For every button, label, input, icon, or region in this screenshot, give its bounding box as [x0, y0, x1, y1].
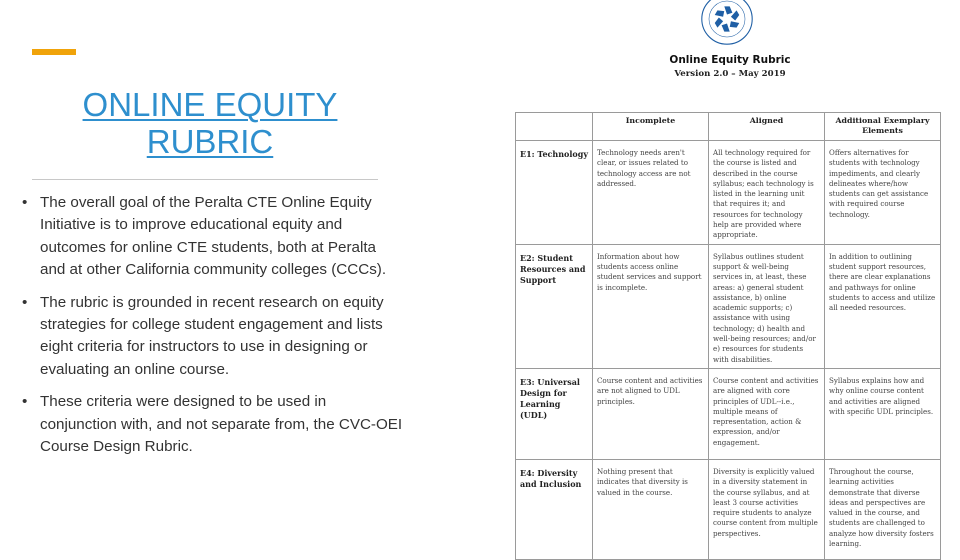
title-divider [32, 179, 378, 180]
aligned-cell: Course content and activities are aligned with core principles of UDL--i.e., multiple means of representation, action & expression, and/or engagement. [709, 368, 825, 459]
rubric-table [515, 112, 941, 560]
table-row [516, 459, 941, 559]
bullet-list [20, 192, 405, 468]
criterion-cell: E1: Technology [516, 141, 593, 245]
slide-title-line-1[interactable]: ONLINE EQUITY [82, 86, 338, 123]
criterion-cell: E3: Universal Design for Learning (UDL) [516, 368, 593, 459]
aligned-cell: All technology required for the course is listed and described in the course syllabus; each technology is listed in the learning unit that requires it; and resources for technology help are provided where appropriate. [709, 141, 825, 245]
incomplete-cell: Information about how students access online student services and support is incomplete. [593, 244, 709, 368]
bullet-icon: • [22, 293, 28, 311]
exemplary-cell: Throughout the course, learning activities demonstrate that diverse ideas and perspectives are valued in the course, and students are challenged to analyze how diversity fosters learning. [825, 459, 941, 559]
table-row [516, 141, 941, 245]
incomplete-cell: Course content and activities are not aligned to UDL principles. [593, 368, 709, 459]
column-header-aligned: Aligned [709, 113, 825, 141]
aligned-cell: Diversity is explicitly valued in a diversity statement in the course syllabus, and at least 3 course activities require students to analyze course content from multiple perspectives. [709, 459, 825, 559]
bullet-item [20, 391, 405, 458]
bullet-text: These criteria were designed to be used in conjunction with, and not separate from, the CVC-OEI Course Design Rubric. [40, 393, 403, 456]
criterion-cell: E4: Diversity and Inclusion [516, 459, 593, 559]
incomplete-cell: Nothing present that indicates that diversity is valued in the course. [593, 459, 709, 559]
table-edge-mask [510, 512, 515, 540]
exemplary-cell: Offers alternatives for students with technology impediments, and clearly delineates where/how students can get assistance with required course technology. [825, 141, 941, 245]
criterion-cell: E2: Student Resources and Support [516, 244, 593, 368]
bullet-item [20, 192, 405, 282]
slide-title[interactable] [40, 86, 380, 160]
bullet-item [20, 292, 405, 382]
bullet-text: The overall goal of the Peralta CTE Online Equity Initiative is to improve educational equity and outcomes for online CTE students, both at Peralta and at other California community colleges (CCCs). [40, 194, 387, 279]
exemplary-cell: In addition to outlining student support resources, there are clear explanations and pathways for online students to access and utilize all needed resources. [825, 244, 941, 368]
exemplary-cell: Syllabus explains how and why online course content and activities are aligned with specific UDL principles. [825, 368, 941, 459]
table-row [516, 368, 941, 459]
column-header-incomplete: Incomplete [593, 113, 709, 141]
column-header-exemplary: Additional Exemplary Elements [825, 113, 941, 141]
bullet-text: The rubric is grounded in recent research on equity strategies for college student engagement and lists eight criteria for instructors to use in designing or evaluating an online course. [40, 293, 384, 378]
document-version: Version 2.0 – May 2019 [674, 69, 786, 79]
bullet-icon: • [22, 393, 28, 411]
aligned-cell: Syllabus outlines student support & well-being services in, at least, these areas: a) general student assistance, b) online academic supports; c) assistance with using technology; d) health and well-being resources; and/or e) resources for students with disabilities. [709, 244, 825, 368]
peralta-college-district-seal-icon [700, 0, 754, 46]
table-header-row [516, 113, 941, 141]
table-row [516, 244, 941, 368]
accent-bar [32, 49, 76, 55]
bullet-icon: • [22, 194, 28, 211]
slide-title-line-2[interactable]: RUBRIC [146, 123, 274, 160]
incomplete-cell: Technology needs aren't clear, or issues related to technology access are not addressed. [593, 141, 709, 245]
column-header-criterion [516, 113, 593, 141]
document-title: Online Equity Rubric [669, 54, 791, 66]
